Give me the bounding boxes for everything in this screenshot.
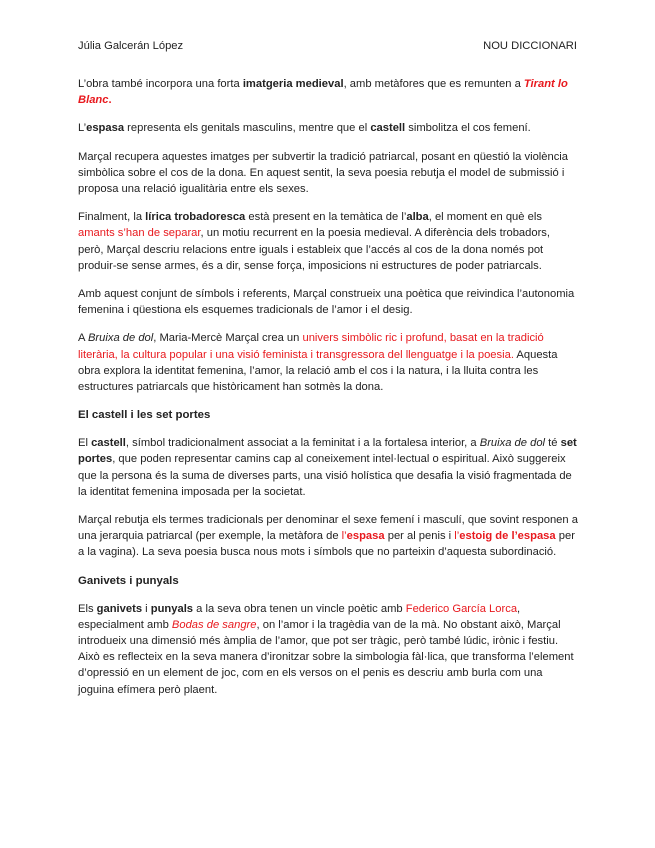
text-run: L’obra també incorpora una forta (78, 78, 243, 90)
highlight-bold: estoig de l’espasa (459, 530, 556, 543)
text-run: representa els genitals masculins, mentre que el (124, 122, 371, 135)
bold-term: imatgeria medieval (242, 78, 344, 90)
text-run: a la seva obra tenen un vincle poètic amb (193, 602, 406, 615)
paragraph-4 (78, 209, 578, 274)
text-run: , símbol tradicionalment associat a la feminitat i a la fortalesa interior, a (125, 437, 480, 450)
italic-title: Bruixa de dol (87, 332, 154, 345)
highlight-text: amants s’han de separar (78, 227, 201, 240)
section-heading-ganivets: Ganivets i punyals (78, 574, 179, 587)
text-run: , amb metàfores que es remunten a (343, 78, 524, 90)
paragraph-3: Marçal recupera aquestes imatges per subvertir la tradició patriarcal, posant en qüestió la violència simbòlica sobre el cos de la dona. En aquest sentit, la seva poesia rebutja el model de submissió i proposa una relació igualitària entre els sexes. (78, 150, 569, 196)
text-run: , el moment en què els (428, 211, 542, 224)
bold-term: ganivets (96, 602, 143, 615)
text-run: Els (78, 602, 97, 615)
highlight-text: l’ (341, 530, 347, 543)
bold-term: punyals (150, 602, 194, 615)
highlight-title: Tirant lo Blanc (78, 78, 568, 107)
text-run: per a la vagina). La seva poesia busca nous mots i símbols que no parteixin d’aquesta subordinació. (78, 530, 575, 559)
page-header (78, 40, 577, 52)
paragraph-5: Amb aquest conjunt de símbols i referents, Marçal construeix una poètica que reivindica l’autonomia femenina i qüestiona els esquemes tradicionals de l’amor i el desig. (78, 288, 575, 317)
highlight-text: univers simbòlic ric i profund, basat en la tradició literària, la cultura popular i una visió feminista i transgressora del llenguatge i la poesia. (78, 332, 544, 361)
paragraph-7 (78, 435, 578, 500)
text-run: , especialment amb (78, 602, 521, 631)
paragraph-9 (78, 601, 578, 698)
text-run: simbolitza el cos femení. (405, 122, 531, 135)
text-run: , que poden representar camins cap al coneixement intel·lectual o espiritual. Això suggereix que la persona és la suma de diverses parts, una visió holística que desafia la visió fragmentada de la identitat femenina imposada per la societat. (78, 453, 572, 498)
italic-title: Bruixa de dol (479, 437, 546, 450)
text-run: , on l’amor i la tragèdia van de la mà. No obstant això, Marçal introdueix una dimensió més àmplia de l’amor, que pot ser tràgic, però també lúdic, irònic i festiu. Això es reflecteix en la seva manera d’ironitzar sobre la simbologia fàl·lica, que transforma l’element d’opressió en un element de joc, com en els versos on el penis es descriu amb burla com una joguina efímera però plaent. (78, 618, 574, 696)
highlight-italic-title: Bodas de sangre (171, 618, 257, 631)
bold-term: castell (370, 122, 406, 135)
highlight-text: Federico García Lorca (405, 602, 518, 615)
highlight-text: l’ (454, 530, 460, 543)
bold-term: castell (91, 437, 126, 450)
text-run: Finalment, la (78, 211, 146, 224)
paragraph-2 (78, 120, 578, 136)
text-run: Marçal rebutja els termes tradicionals per denominar el sexe femení i masculí, que sovint responen a una jerarquia patriarcal (per exemple, la metàfora de (78, 514, 578, 543)
header-title: NOU DICCIONARI (483, 40, 577, 52)
text-run: A (78, 332, 88, 345)
paragraph-8 (78, 512, 578, 561)
text-run: , Maria-Mercè Marçal crea un (153, 332, 303, 345)
text-run: El (78, 437, 92, 450)
text-run: , un motiu recurrent en la poesia medieval. A diferència dels trobadors, però, Marçal descriu relacions entre iguals i estableix que l’accés al cos de la dona només pot produir-se sense armes, és a dir, sense força, imposicions ni estructures de poder patriarcals. (78, 227, 551, 272)
header-author: Júlia Galcerán López (78, 40, 184, 52)
bold-term: lírica trobadoresca (145, 211, 246, 224)
bold-term: espasa (86, 122, 125, 135)
text-run: per al penis i (384, 530, 455, 543)
text-run: L’ (78, 122, 87, 135)
paragraph-6 (78, 330, 578, 395)
text-run: Aquesta obra explora la identitat femenina, l’amor, la relació amb el cos i la natura, i la lluita contra les estructures patriarcals que històricament han sotmès la dona. (78, 348, 558, 394)
text-run: té (545, 437, 561, 450)
text-run: i (142, 602, 151, 615)
text-run: està present en la temàtica de l’ (245, 211, 407, 224)
bold-term: set portes (78, 437, 577, 466)
highlight-bold: espasa (346, 530, 385, 543)
document-body (78, 76, 578, 710)
text-run: . (108, 94, 112, 107)
section-heading-castell: El castell i les set portes (78, 409, 211, 422)
bold-term: alba (406, 211, 429, 224)
paragraph-1 (78, 76, 578, 108)
